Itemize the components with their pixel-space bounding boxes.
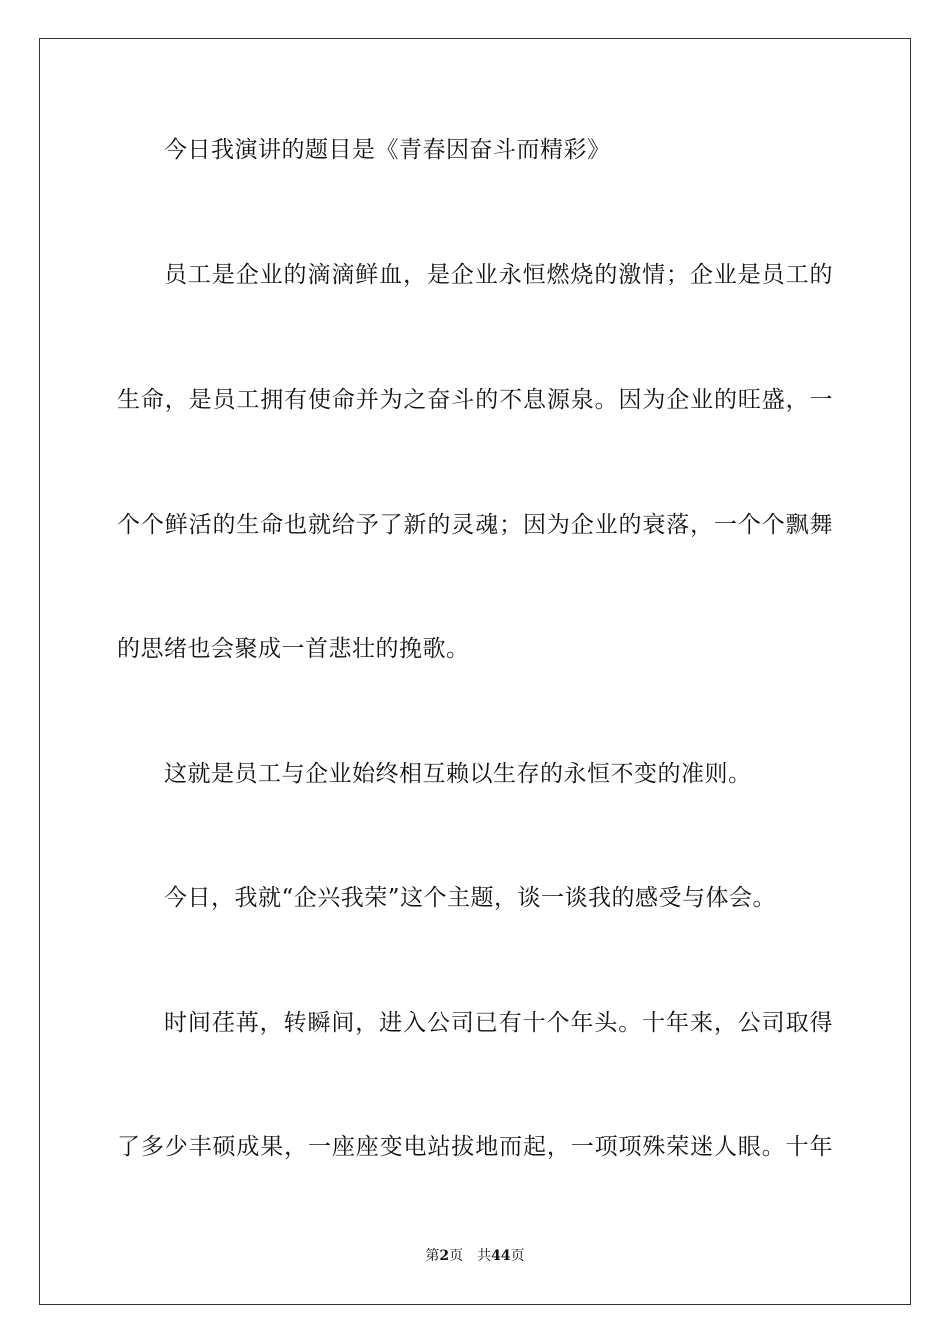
- text-line-6: 这就是员工与企业始终相互赖以生存的永恒不变的准则。: [164, 761, 752, 787]
- total-suffix: 页: [510, 1248, 525, 1264]
- text-line-8: 时间荏苒，转瞬间，进入公司已有十个年头。十年来，公司取得: [164, 1010, 833, 1036]
- text-line-1: 今日我演讲的题目是《青春因奋斗而精彩》: [164, 137, 611, 163]
- page-prefix: 第: [425, 1248, 440, 1264]
- text-line-9: 了多少丰硕成果，一座座变电站拔地而起，一项项殊荣迷人眼。十年: [117, 1134, 833, 1160]
- text-line-7: 今日，我就“企兴我荣”这个主题，谈一谈我的感受与体会。: [164, 885, 777, 911]
- total-pages: 44: [491, 1248, 511, 1264]
- page-suffix: 页: [449, 1248, 464, 1264]
- total-prefix: 共: [477, 1248, 492, 1264]
- page-number: 2: [439, 1248, 450, 1264]
- text-line-3: 生命，是员工拥有使命并为之奋斗的不息源泉。因为企业的旺盛，一: [117, 387, 833, 413]
- text-line-4: 个个鲜活的生命也就给予了新的灵魂；因为企业的衰落，一个个飘舞: [117, 512, 833, 538]
- text-line-5: 的思绪也会聚成一首悲壮的挽歌。: [117, 636, 470, 662]
- page-footer: [0, 1247, 950, 1265]
- page-frame: [39, 38, 911, 1305]
- text-line-2: 员工是企业的滴滴鲜血，是企业永恒燃烧的激情；企业是员工的: [164, 262, 833, 288]
